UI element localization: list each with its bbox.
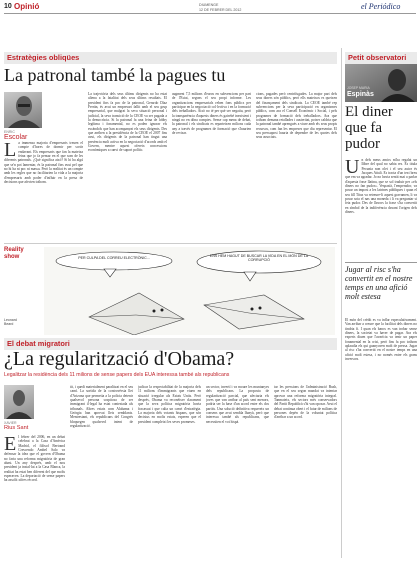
newspaper-logo: el Periódico — [361, 2, 401, 11]
article-body-continued — [345, 318, 417, 558]
pull-quote: Jugar al risc s'ha convertit en el nostre temps en una afició molt estesa — [345, 262, 417, 301]
section-label: El debat migratori — [4, 338, 337, 350]
author-photo — [4, 385, 34, 419]
article-column-2 — [88, 92, 167, 241]
byline-last-name: Rius Sant — [4, 425, 29, 431]
article-column-4 — [256, 92, 337, 241]
byline — [4, 421, 44, 432]
column-text: l febrer del 2006, en un debat celebrat a la Casa d'Amèrica Madrid, el filòsof Bertrand Crescendo Ambel Salo va defensar la idea que el govern d'Obama no faria una reforma migratòria de gran abast. Un any després, amb el nou president ja instal·lat a la Casa Blanca, la realitat ha estat ben diferent del que molts esperaven. La deportació de sense papers ha assolit xifres rècord. — [4, 435, 65, 483]
issue-day: DIUMENGE — [199, 3, 219, 7]
article-headline: El diner que fa pudor — [345, 104, 393, 152]
column-text: judicar la respectabilitat de la majoria dels 11 milions d'immigrants que viuen en situació irregular als Estats Units. Però després, Obama va reconèixer clarament que la seva política migratòria havia fracassat i que calia un canvi d'estratègia. La majoria dels votants hispans, que són decisius en molts estats, esperen que el president compleixi les seves promeses. — [138, 385, 201, 424]
byline-last-name: Escolar — [4, 134, 28, 141]
artist-last-name: Beard — [4, 322, 14, 326]
byline-last-name: Espinàs — [347, 91, 374, 98]
article-column-3 — [138, 385, 201, 557]
byline-first-name: ENRIC — [4, 130, 15, 134]
section-label: Petit observatori — [345, 52, 417, 64]
cartoon-frame — [4, 243, 337, 336]
article-column-3 — [172, 92, 251, 241]
cartoon-label — [4, 247, 42, 261]
cartoon-label-line: show — [4, 254, 20, 260]
column-text: n dels meus amics m'ha regalat un llibre del qual no sabia res. Es titula Pecunia non olet i el seu autor és Jacques Attali. Es tracta d'un text breu que em va agradar. Jo no havia sentit mai a parlar d'aquesta frase llatina, que se sol traduir per «els diners no fan pudor». Vespasià, l'emperador, va posar un impost a les latrines públiques i quan el seu fill Titus va retreure-li aquest gravamen, li va posar sota el nas una moneda i li va preguntar si feia pudor. Des de llavors la frase s'ha convertit en símbol de la indiferència davant l'origen dels diners. — [345, 158, 417, 215]
article-column-5 — [274, 385, 337, 557]
issue-date: 12 DE FEBRER DEL 2012 — [199, 7, 242, 12]
section-label: Estratègies obliqües — [4, 52, 337, 64]
author-portrait-icon — [4, 385, 34, 419]
drop-cap: L — [4, 141, 17, 161]
drop-cap: U — [345, 158, 360, 178]
article-subtitle: Legalitzar la residència dels 11 milions de sense papers dels EUA interessa també als republicans — [4, 372, 230, 378]
column-text: El món del crèdit es va inflar especulativament. Van arribar a creure que la facilitat dels diners no tindria fi. I quan els bancs es van trobar sense diners, la societat va haver de pagar. Ara els experts diuen que l'avarícia va tenir un paper fonamental en la crisi, però fins fa poc tothom aplaudia els qui guanyaven molt de pressa. Jugar al risc s'ha convertit en el nostre temps en una afició molt estesa, i no només entre els grans inversors. — [345, 318, 417, 362]
article-headline: ¿La regularització d'Obama? — [4, 348, 235, 370]
article-body — [345, 158, 417, 258]
author-photo — [345, 64, 417, 102]
speech-balloon: ENS HEM HAGUT DE BUSCAR LA VIDA EN EL MÓN DE LA CORRUPCIÓ — [209, 254, 309, 262]
byline-first-name: JOSEP MARIA — [347, 86, 370, 90]
author-portrait-icon — [4, 92, 42, 128]
right-column-divider — [341, 48, 342, 558]
cartoon-artist — [4, 318, 42, 326]
article-column-2 — [70, 385, 133, 557]
page-number: 10 — [4, 3, 12, 10]
masthead — [4, 2, 416, 14]
article-column-4 — [206, 385, 269, 557]
column-text: tit, i quedi materialment paralitzat en el seu camí. La sortida de la controvèrsia llei d'Arizona que permetia a la policia detenir qualsevol persona sospitosa de ser immigrant il·legal ha estat contestada als tribunals. Altres estats com Alabama i Geòrgia han aprovat lleis semblants. Mentrestant, els republicans del Congrés bloquegen qualsevol intent de regularització. — [70, 385, 133, 429]
envelope-icon — [89, 293, 184, 335]
byline-first-name: XAVIER — [4, 421, 17, 425]
column-text: augment 7,5 milions d'euros en subvencions per part de l'Estat, segons el seu propi informe. Les organitzacions empresarials reben fons públics per participar en la negociació col·lectiva i en la formació dels treballadors. Això no té per què ser negatiu, però la transparència d'aquests diners és gairebé inexistent i ningú no en dóna comptes. Sense cap mena de debat, la patronal i els sindicats es reparteixen milions cada any a través de programes de formació que s'haurien de revisar. — [172, 92, 251, 136]
column-text: un sector, invertí i va moure les muntanyes dels republicans. La proposta de regularització parcial, que afectaria els joves que van arribar al país sent menors, podria ser la base d'un acord entre els dos partits. Una solució definitiva requereix un consens que avui sembla llunyà, però que interessa també als republicans, que necessiten el vot hispà. — [206, 385, 269, 424]
article-headline: La patronal també la pagues tu — [4, 66, 226, 85]
author-photo — [4, 92, 42, 128]
speech-balloon: PER CULPA DEL CORREU ELECTRÒNIC... — [78, 256, 150, 260]
column-text: a immensa majoria d'empresaris treuen el compte d'hores de dormir per sortir endavant. Els empresaris que fan la mateixa feina que jo fa pensar en el que som de les diferents patronals. ¿Què significa això? Si hi ha algú que se'n pot lamentar, és la patronal fins avui pel que no hi ha ni poc ni massa. Però la realitat és un compte amb les regles que no facilitarien la vida a la majoria d'empresaris amb poder d'influir en la presa de decisions que afecten tothom. — [4, 141, 83, 185]
column-text: La trajectòria dels seus últims dirigents no ha estat aliena a la fatalitat dels seus últims resultats. El president fins fa poc de la patronal, Gerardo Díaz Ferrán, és avui un empresari fallit amb el seu grup empresarial, que malgrat la seva situació personal i judicial, la seva transició de la CEOE va ser pagada a la democràcia. Si la patronal fa una feina de lobby legítima i fonamental, no es poden ignorar els escàndols que han acompanyat els seus dirigents. Des que arriben a la presidència de la CEOE el 2007 fins avui, els dirigents de la patronal han tingut una presència molt activa en la negociació d'acords amb el Govern, mentre aquest ofereix concessions econòmiques a canvi de suport polític. — [88, 92, 167, 153]
artist-first-name: Leonard — [4, 318, 17, 322]
envelope-icon — [204, 295, 304, 329]
drop-cap: E — [4, 435, 17, 455]
cartoon-label-line: Reality — [4, 247, 24, 253]
column-text: tar les pressions de l'administració Bush, que en el seu segon mandat va intentar aprovar una reforma migratòria integral. Tanmateix, els sectors més conservadors del Partit Republicà s'hi van oposar. Avui el debat continua obert i el futur de milions de persones depèn de la voluntat política d'arribar a un acord. — [274, 385, 337, 420]
section-name: Opinió — [14, 2, 40, 11]
cartoon-panel — [44, 247, 335, 335]
article-column-1 — [4, 435, 65, 557]
column-text: cions, pagades però centrifugades. La major part dels seus diners són públics, però ells mateixos es queixen del finançament dels sindicats. La CEOE també rep subvencions per la seva participació en organismes públics, com ara el Consell Econòmic i Social, i pels programes de formació dels treballadors. Ara que tothom demana retallades i austeritat, potser caldria que la patronal també aprengués a viure amb els seus propis recursos, com fan les empreses que diu representar. El seu pressupost hauria de dependre de les quotes dels seus associats. — [256, 92, 337, 140]
